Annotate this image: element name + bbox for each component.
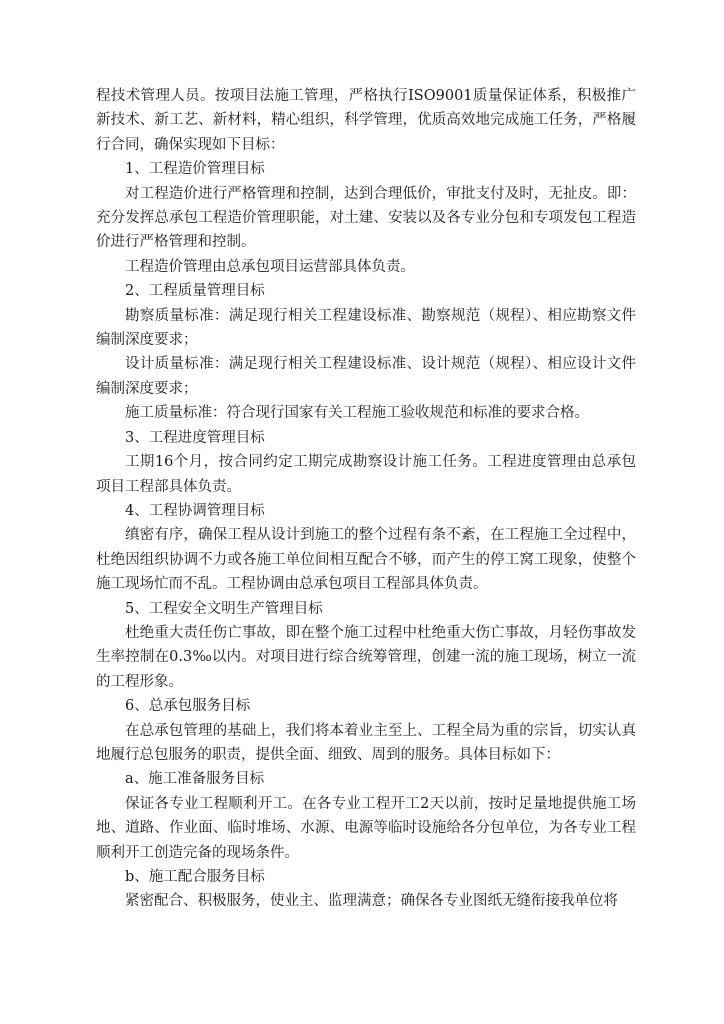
paragraph-intro: 程技术管理人员。按项目法施工管理，严格执行ISO9001质量保证体系，积极推广新技术、新工艺、新材料，精心组织，科学管理，优质高效地完成施工任务，严格履行合同，确保实现如下目标： — [96, 88, 636, 153]
paragraph-preparation: 保证各专业工程顺利开工。在各专业工程开工2天以前，按时足量地提供施工场地、道路、作业面、临时堆场、水源、电源等临时设施给各分包单位，为各专业工程顺利开工创造完备的现场条件。 — [96, 795, 636, 861]
paragraph-service: 在总承包管理的基础上，我们将本着业主至上、工程全局为重的宗旨，切实认真地履行总包服务的职责，提供全面、细致、周到的服务。具体目标如下： — [96, 722, 636, 763]
heading-schedule-management: 3、工程进度管理目标 — [125, 429, 265, 446]
paragraph-coordination: 缜密有序，确保工程从设计到施工的整个过程有条不紊，在工程施工全过程中，杜绝因组织协调不力或各施工单位间相互配合不够，而产生的停工窝工现象，使整个施工现场忙而不乱。工程协调由总承包项目工程部具体负责。 — [96, 527, 636, 593]
paragraph-survey-quality: 勘察质量标准：满足现行相关工程建设标准、勘察规范（规程）、相应勘察文件编制深度要求； — [96, 307, 636, 349]
paragraph-cost-responsibility: 工程造价管理由总承包项目运营部具体负责。 — [125, 258, 415, 275]
heading-coordination-management: 4、工程协调管理目标 — [125, 502, 265, 519]
document-page — [96, 84, 636, 914]
heading-preparation-service: a、施工准备服务目标 — [125, 771, 265, 788]
paragraph-construction-quality: 施工质量标准：符合现行国家有关工程施工验收规范和标准的要求合格。 — [125, 405, 589, 422]
heading-safety-management: 5、工程安全文明生产管理目标 — [125, 600, 323, 617]
paragraph-schedule: 工期16个月，按合同约定工期完成勘察设计施工任务。工程进度管理由总承包项目工程部具体负责。 — [96, 454, 636, 495]
heading-cost-management: 1、工程造价管理目标 — [125, 161, 265, 178]
paragraph-cooperation: 紧密配合、积极服务，使业主、监理满意；确保各专业图纸无缝衔接我单位将 — [125, 893, 618, 910]
heading-service-goals: 6、总承包服务目标 — [125, 698, 251, 715]
paragraph-design-quality: 设计质量标准：满足现行相关工程建设标准、设计规范（规程）、相应设计文件编制深度要求； — [96, 356, 636, 397]
heading-cooperation-service: b、施工配合服务目标 — [125, 869, 265, 885]
heading-quality-management: 2、工程质量管理目标 — [125, 283, 265, 300]
paragraph-cost-control: 对工程造价进行严格管理和控制，达到合理低价，审批支付及时，无扯皮。即：充分发挥总承包工程造价管理职能，对土建、安装以及各专业分包和专项发包工程造价进行严格管理和控制。 — [96, 185, 636, 251]
paragraph-safety: 杜绝重大责任伤亡事故，即在整个施工过程中杜绝重大伤亡事故，月轻伤事故发生率控制在0.3‰以内。对项目进行综合统筹管理，创建一流的施工现场，树立一流的工程形象。 — [96, 624, 636, 690]
